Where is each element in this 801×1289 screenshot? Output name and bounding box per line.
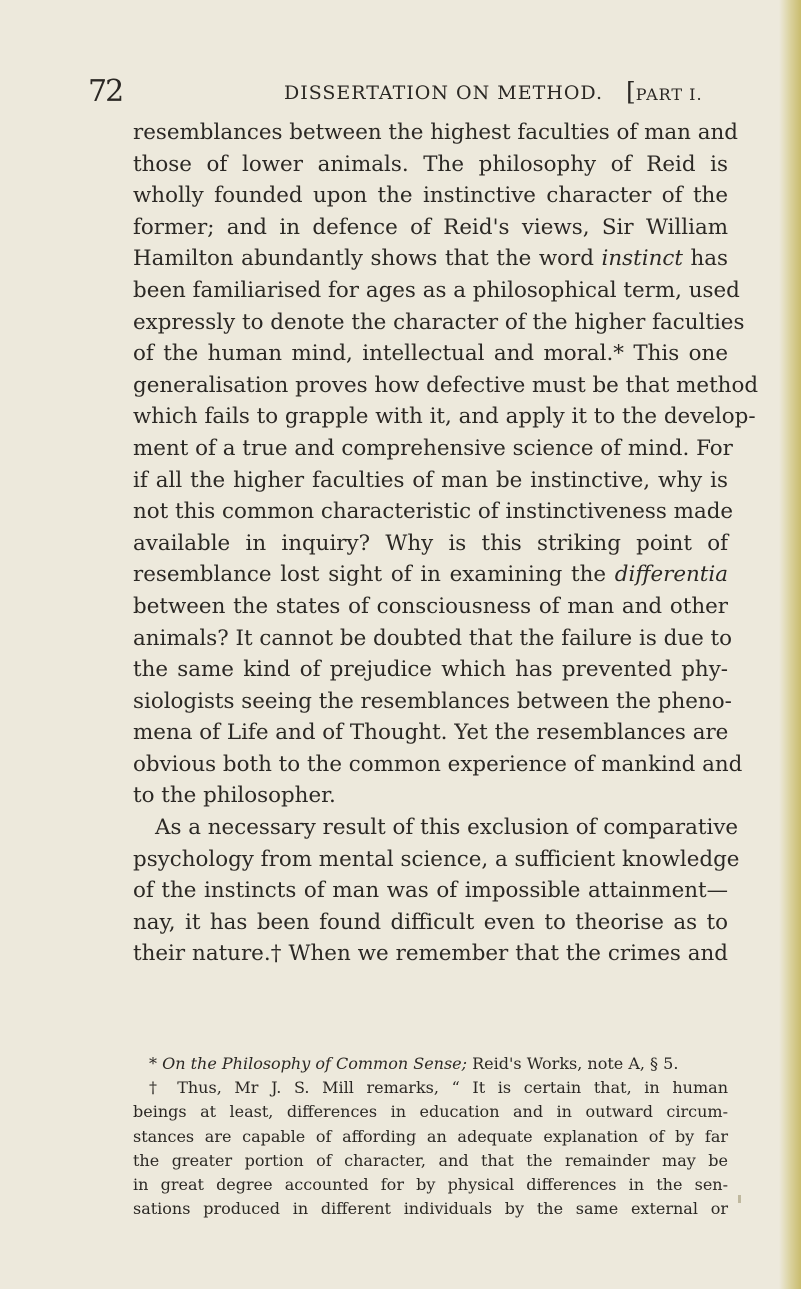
paragraph-end-line: to the philosopher. — [133, 783, 336, 809]
text-line: which fails to grapple with it, and apply it to the develop- — [133, 404, 756, 430]
footnote-reference: Reid's Works, note A, § 5. — [467, 1054, 679, 1073]
footnote-2-line: sations produced in different individuals by the same external or — [133, 1199, 728, 1219]
text-line: wholly founded upon the instinctive character of the — [133, 183, 728, 209]
cited-book-title: On the Philosophy of Common Sense; — [162, 1054, 468, 1073]
italic-term-instinct: instinct — [601, 246, 683, 272]
part-label — [626, 76, 703, 111]
text-line: mena of Life and of Thought. Yet the resemblances are — [133, 720, 729, 746]
text-line: the same kind of prejudice which has prevented phy- — [133, 657, 728, 683]
text-line: their nature.† When we remember that the crimes and — [133, 941, 728, 967]
text-line: psychology from mental science, a sufficient knowledge — [133, 846, 740, 872]
footnote-2-line: beings at least, differences in education and in outward circum- — [133, 1102, 728, 1122]
running-header — [88, 72, 738, 112]
text-line: been familiarised for ages as a philosophical term, used — [133, 277, 740, 303]
text-line — [133, 243, 728, 275]
text-line: nay, it has been found difficult even to theorise as to — [133, 909, 728, 935]
text-line — [133, 559, 728, 591]
footnote-marker: * — [149, 1054, 163, 1073]
text-line: those of lower animals. The philosophy of Reid is — [133, 151, 728, 177]
text-line: of the instincts of man was of impossible attainment— — [133, 878, 728, 904]
part-numeral: I. — [689, 85, 703, 104]
text-line: between the states of consciousness of man and other — [133, 593, 728, 619]
text-line: if all the higher faculties of man be instinctive, why is — [133, 467, 728, 493]
footnote-1 — [133, 1052, 728, 1076]
part-word: PART — [635, 85, 684, 104]
page-edge — [779, 0, 801, 1289]
footnote-2-line: in great degree accounted for by physical differences in the sen- — [133, 1175, 728, 1195]
part-bracket: [ — [626, 77, 636, 106]
text-line: available in inquiry? Why is this striking point of — [133, 530, 728, 556]
footnote-2-line: † Thus, Mr J. S. Mill remarks, “ It is certain that, in human — [149, 1078, 728, 1098]
text-line: former; and in defence of Reid's views, Sir William — [133, 214, 728, 240]
text-line: animals? It cannot be doubted that the failure is due to — [133, 625, 733, 651]
text-line: generalisation proves how defective must be that method — [133, 372, 759, 398]
footnote-2-line: stances are capable of affording an adequate explanation of by far — [133, 1126, 728, 1146]
text-segment: resemblance lost sight of in examining the — [133, 562, 615, 588]
running-title: DISSERTATION ON METHOD. — [284, 82, 603, 104]
text-segment: has — [682, 246, 728, 272]
footnote-2-line: the greater portion of character, and that the remainder may be — [133, 1150, 728, 1170]
text-line: obvious both to the common experience of mankind and — [133, 751, 743, 777]
text-line: siologists seeing the resemblances between the pheno- — [133, 688, 732, 714]
text-line: resemblances between the highest faculties of man and — [133, 120, 738, 145]
text-line: expressly to denote the character of the higher faculties — [133, 309, 745, 335]
page-speck — [738, 1195, 741, 1203]
body-text — [133, 117, 759, 970]
text-line: ment of a true and comprehensive science of mind. For — [133, 435, 733, 461]
paragraph-start-line: As a necessary result of this exclusion of comparative — [155, 815, 739, 841]
text-segment: Hamilton abundantly shows that the word — [133, 246, 602, 272]
italic-term-differentia: differentia — [614, 562, 728, 588]
text-line: not this common characteristic of instinctiveness made — [133, 499, 734, 525]
footnotes — [133, 1052, 728, 1221]
page-number: 72 — [88, 74, 123, 109]
text-line: of the human mind, intellectual and moral.* This one — [133, 341, 728, 367]
